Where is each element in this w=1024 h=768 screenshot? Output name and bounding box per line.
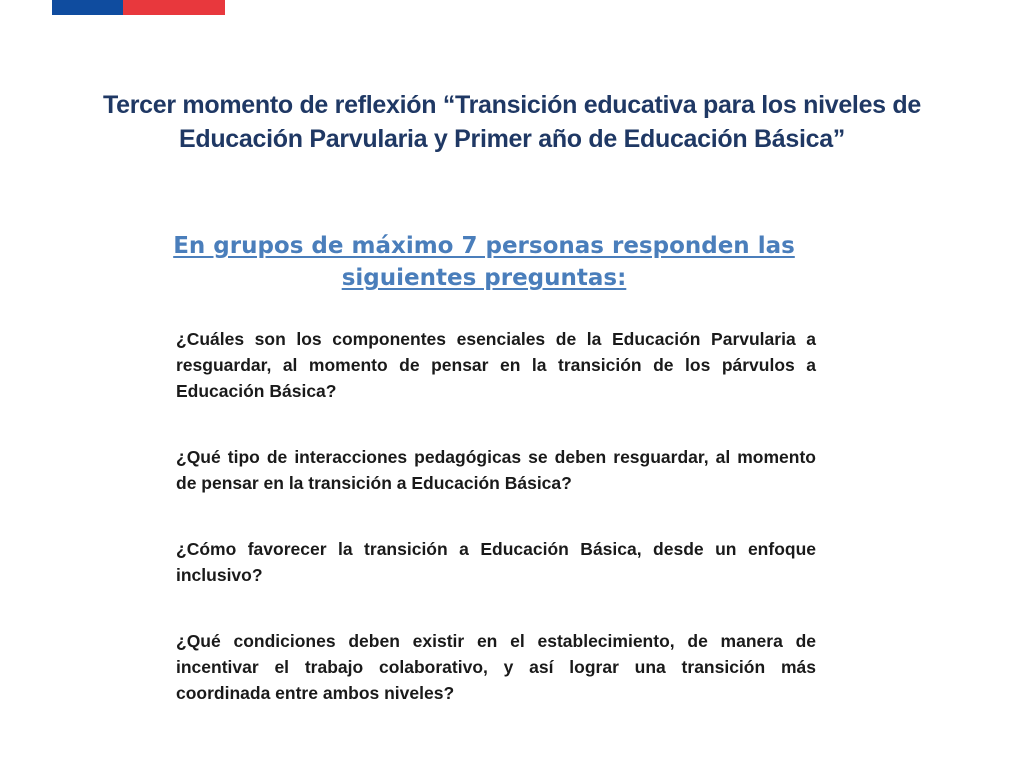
flag-red-segment (123, 0, 225, 15)
question-item: ¿Qué tipo de interacciones pedagógicas se deben resguardar, al momento de pensar en la transición a Educación Básica? (176, 447, 816, 493)
question-item: ¿Qué condiciones deben existir en el establecimiento, de manera de incentivar el trabajo colaborativo, y así lograr una transición más coordinada entre ambos niveles? (176, 631, 816, 703)
flag-blue-segment (52, 0, 123, 15)
question-item: ¿Cómo favorecer la transición a Educación Básica, desde un enfoque inclusivo? (176, 539, 816, 585)
slide-title: Tercer momento de reflexión “Transición educativa para los niveles de Educación Parvularia y Primer año de Educación Básica” (102, 91, 922, 153)
question-list (176, 326, 816, 706)
question-item: ¿Cuáles son los componentes esenciales de la Educación Parvularia a resguardar, al momento de pensar en la transición de los párvulos a Educación Básica? (176, 329, 816, 401)
flag-color-bar (52, 0, 225, 15)
group-instruction: En grupos de máximo 7 personas responden las siguientes preguntas: (173, 233, 795, 291)
